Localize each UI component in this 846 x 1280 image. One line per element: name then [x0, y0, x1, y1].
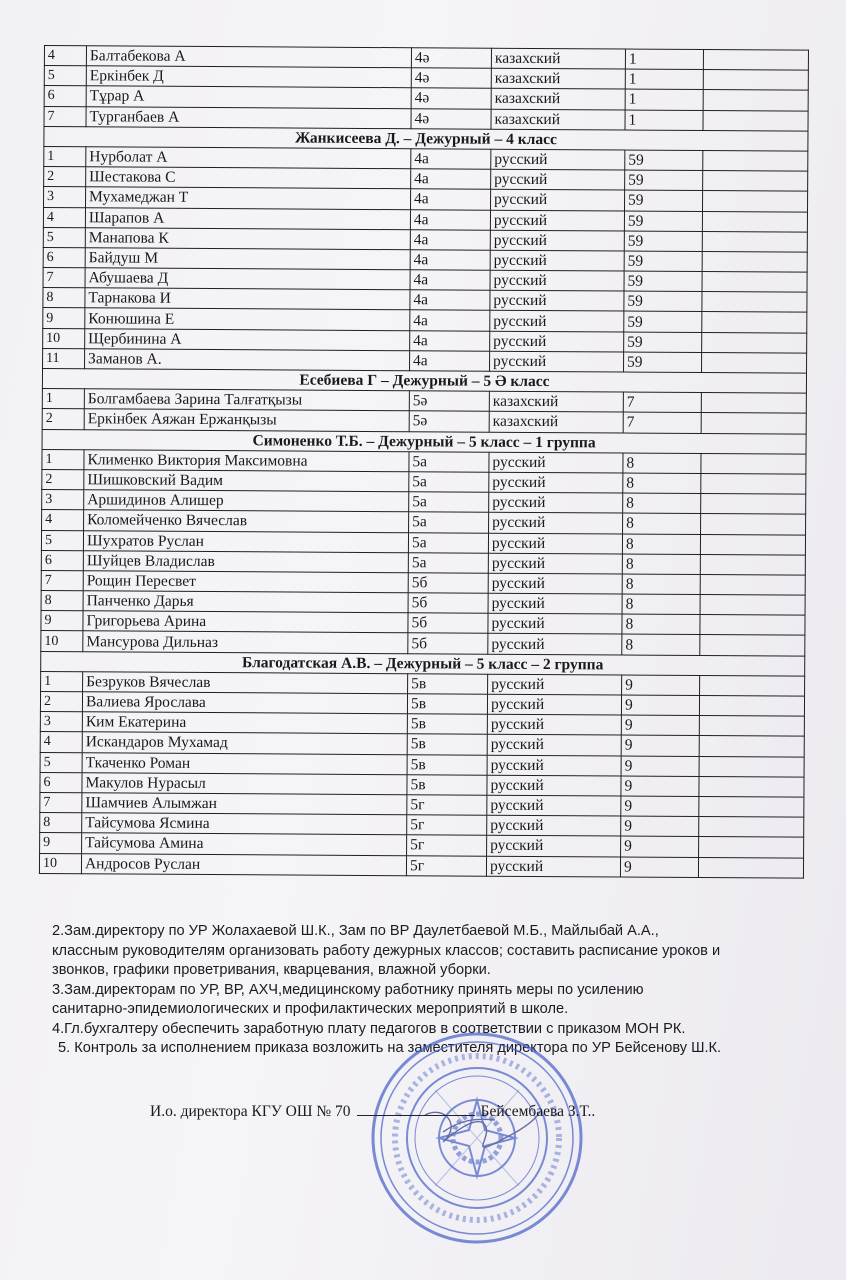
row-number: 11	[43, 348, 85, 368]
row-number: 9	[40, 833, 82, 853]
student-name: Шестакова С	[86, 167, 411, 189]
note-cell	[699, 736, 804, 757]
class-cell: 4а	[411, 149, 491, 170]
class-cell: 5а	[409, 492, 489, 513]
note-cell	[699, 756, 804, 777]
class-cell: 4а	[410, 330, 490, 351]
student-name: Балтабекова А	[86, 46, 411, 68]
class-cell: 5в	[407, 754, 487, 775]
signature-name: Бейсембаева З.Т..	[480, 1103, 596, 1120]
official-stamp	[365, 1020, 590, 1250]
student-name: Безруков Вячеслав	[83, 672, 408, 694]
row-number: 6	[44, 86, 86, 106]
row-number: 2	[44, 167, 86, 187]
row-number: 2	[40, 691, 82, 711]
language-cell: русский	[490, 230, 624, 251]
language-cell: русский	[487, 714, 621, 735]
row-number: 6	[40, 772, 82, 792]
room-cell: 9	[621, 695, 699, 716]
row-number: 4	[43, 207, 85, 227]
class-cell: 5ә	[409, 411, 489, 432]
language-cell: русский	[488, 634, 622, 655]
class-cell: 5а	[409, 472, 489, 493]
room-cell: 8	[623, 453, 701, 474]
row-number: 10	[41, 631, 83, 651]
note-cell	[701, 514, 806, 535]
language-cell: русский	[488, 553, 622, 574]
class-cell: 4а	[410, 209, 490, 230]
student-name: Рощин Пересвет	[83, 571, 408, 593]
room-cell: 9	[621, 836, 699, 857]
room-cell: 1	[625, 49, 703, 70]
note-cell	[700, 615, 805, 636]
room-cell: 8	[622, 614, 700, 635]
student-name: Ткаченко Роман	[82, 752, 407, 774]
note-cell	[703, 110, 808, 131]
note-cell	[700, 574, 805, 595]
note-cell	[699, 776, 804, 797]
note-cell	[702, 352, 807, 373]
room-cell: 9	[621, 756, 699, 777]
note-cell	[703, 171, 808, 192]
row-number: 8	[41, 591, 83, 611]
row-number: 3	[42, 490, 84, 510]
language-cell: русский	[487, 815, 621, 836]
room-cell: 1	[625, 89, 703, 110]
note-cell	[702, 292, 807, 313]
class-cell: 5в	[408, 674, 488, 695]
class-cell: 4ә	[411, 68, 491, 89]
class-cell: 4ә	[411, 48, 491, 69]
row-number: 10	[43, 328, 85, 348]
language-cell: русский	[491, 169, 625, 190]
class-cell: 5б	[408, 573, 488, 594]
language-cell: казахский	[491, 89, 625, 110]
class-cell: 5а	[409, 451, 489, 472]
language-cell: русский	[488, 593, 622, 614]
language-cell: русский	[486, 856, 620, 877]
note-cell	[699, 696, 804, 717]
paragraph-5-line-1: 5. Контроль за исполнением приказа возложить на заместителя директора по УР Бейсенову Ш.К.	[58, 1040, 722, 1056]
student-name: Мансурова Дильназ	[83, 631, 408, 653]
room-cell: 9	[621, 715, 699, 736]
language-cell: казахский	[489, 391, 623, 412]
paragraph-2-line-3: звонков, графики проветривания, кварцевания, влажной уборки.	[52, 962, 491, 978]
student-name: Турганбаев А	[86, 106, 411, 128]
signature-block	[150, 1103, 770, 1121]
row-number: 7	[40, 792, 82, 812]
note-cell	[700, 534, 805, 555]
row-number: 4	[42, 510, 84, 530]
paragraph-4-line-1: 4.Гл.бухгалтеру обеспечить заработную плату педагогов в соответствии с приказом МОН РК.	[52, 1020, 686, 1037]
student-name: Байдуш М	[85, 248, 410, 270]
room-cell: 7	[623, 412, 701, 433]
student-name: Щербинина А	[85, 328, 410, 350]
room-cell: 8	[622, 534, 700, 555]
language-cell: русский	[490, 290, 624, 311]
class-cell: 5г	[407, 835, 487, 856]
room-cell: 59	[625, 150, 703, 171]
class-cell: 5а	[409, 512, 489, 533]
class-cell: 4а	[410, 351, 490, 372]
row-number: 2	[42, 469, 84, 489]
student-name: Валиева Ярослава	[82, 692, 407, 714]
language-cell: русский	[487, 836, 621, 857]
signature-position: И.о. директора КГУ ОШ № 70	[150, 1103, 351, 1120]
class-cell: 4ә	[411, 88, 491, 109]
note-cell	[703, 90, 808, 111]
class-cell: 4а	[411, 169, 491, 190]
duty-table	[39, 45, 809, 878]
language-cell: русский	[489, 513, 623, 534]
class-cell: 5б	[408, 593, 488, 614]
student-name: Тұрар А	[86, 86, 411, 108]
room-cell: 59	[624, 291, 702, 312]
student-name: Искандаров Мухамад	[82, 732, 407, 754]
room-cell: 9	[621, 735, 699, 756]
language-cell: казахский	[491, 109, 625, 130]
room-cell: 59	[624, 311, 702, 332]
student-name: Андросов Руслан	[81, 853, 406, 875]
student-name: Шамчиев Алымжан	[82, 793, 407, 815]
student-name: Шухратов Руслан	[83, 530, 408, 552]
language-cell: русский	[488, 533, 622, 554]
student-name: Шуйцев Владислав	[83, 550, 408, 572]
class-cell: 5в	[407, 714, 487, 735]
note-cell	[699, 796, 804, 817]
class-cell: 4а	[410, 270, 490, 291]
class-cell: 4а	[410, 250, 490, 271]
row-number: 1	[41, 671, 83, 691]
room-cell: 9	[621, 776, 699, 797]
row-number: 4	[44, 46, 86, 66]
row-number: 1	[42, 449, 84, 469]
row-number: 1	[44, 146, 86, 166]
note-cell	[698, 857, 803, 878]
note-cell	[701, 473, 806, 494]
class-cell: 4а	[410, 290, 490, 311]
row-number: 1	[42, 389, 84, 409]
room-cell: 8	[623, 493, 701, 514]
language-cell: русский	[490, 351, 624, 372]
note-cell	[702, 211, 807, 232]
room-cell: 59	[624, 332, 702, 353]
language-cell: русский	[487, 775, 621, 796]
class-cell: 4а	[410, 310, 490, 331]
paragraph-2-line-2: классным руководителям организовать работу дежурных классов; составить расписание уроков и	[52, 942, 721, 959]
class-cell: 5в	[407, 774, 487, 795]
room-cell: 9	[621, 816, 699, 837]
table-row	[39, 853, 803, 878]
language-cell: русский	[489, 452, 623, 473]
language-cell: русский	[491, 149, 625, 170]
paragraph-3-line-2: санитарно-эпидемиологических и профилактических мероприятий в школе.	[52, 1001, 569, 1017]
class-cell: 5а	[408, 552, 488, 573]
student-name: Болгамбаева Зарина Талғатқызы	[84, 389, 409, 411]
row-number: 9	[43, 308, 85, 328]
room-cell: 8	[623, 513, 701, 534]
row-number: 7	[41, 570, 83, 590]
language-cell: русский	[490, 210, 624, 231]
student-name: Нурболат А	[86, 147, 411, 169]
row-number: 6	[43, 247, 85, 267]
student-name: Григорьева Арина	[83, 611, 408, 633]
paragraph-2-line-1: 2.Зам.директору по УР Жолахаевой Ш.К., Зам по ВР Даулетбаевой М.Б., Майлыбай А.А.,	[52, 923, 659, 939]
class-cell: 5а	[408, 532, 488, 553]
row-number: 5	[44, 66, 86, 86]
room-cell: 59	[624, 352, 702, 373]
note-cell	[701, 413, 806, 434]
class-cell: 4а	[411, 189, 491, 210]
student-name: Клименко Виктория Максимовна	[84, 450, 409, 472]
class-cell: 5г	[407, 795, 487, 816]
student-name: Еркінбек Д	[86, 66, 411, 88]
class-cell: 5б	[408, 613, 488, 634]
class-cell: 5ә	[409, 391, 489, 412]
room-cell: 59	[624, 271, 702, 292]
room-cell: 8	[622, 574, 700, 595]
room-cell: 7	[623, 392, 701, 413]
class-cell: 5в	[407, 694, 487, 715]
paragraph-3-line-1: 3.Зам.директорам по УР, ВР, АХЧ,медицинскому работнику принять меры по усилению	[52, 981, 644, 998]
room-cell: 59	[624, 231, 702, 252]
section-title: Благодатская А.В. – Дежурный – 5 класс – 2 группа	[41, 651, 805, 676]
student-name: Аршидинов Алишер	[84, 490, 409, 512]
student-name: Заманов А.	[85, 349, 410, 371]
class-cell: 5в	[407, 734, 487, 755]
note-cell	[702, 231, 807, 252]
signature-line	[357, 1115, 475, 1116]
student-name: Шарапов А	[85, 207, 410, 229]
row-number: 7	[43, 268, 85, 288]
room-cell: 1	[625, 110, 703, 131]
note-cell	[700, 595, 805, 616]
language-cell: русский	[489, 472, 623, 493]
room-cell: 8	[623, 473, 701, 494]
row-number: 5	[40, 752, 82, 772]
student-name: Шишковский Вадим	[84, 470, 409, 492]
room-cell: 59	[624, 211, 702, 232]
row-number: 3	[40, 712, 82, 732]
language-cell: русский	[490, 250, 624, 271]
language-cell: русский	[490, 270, 624, 291]
note-cell	[702, 251, 807, 272]
student-name: Еркінбек Аяжан Ержанқызы	[84, 409, 409, 431]
row-number: 8	[43, 288, 85, 308]
class-cell: 5б	[408, 633, 488, 654]
class-cell: 4а	[410, 229, 490, 250]
row-number: 7	[44, 106, 86, 126]
note-cell	[700, 675, 805, 696]
note-cell	[699, 837, 804, 858]
note-cell	[703, 150, 808, 171]
note-cell	[701, 453, 806, 474]
row-number: 9	[41, 611, 83, 631]
note-cell	[700, 635, 805, 656]
row-number: 3	[44, 187, 86, 207]
note-cell	[701, 393, 806, 414]
note-cell	[702, 191, 807, 212]
section-title: Симоненко Т.Б. – Дежурный – 5 класс – 1 группа	[42, 429, 806, 454]
note-cell	[702, 332, 807, 353]
row-number: 2	[42, 409, 84, 429]
language-cell: русский	[489, 492, 623, 513]
language-cell: русский	[487, 755, 621, 776]
language-cell: казахский	[489, 412, 623, 433]
language-cell: русский	[487, 735, 621, 756]
language-cell: казахский	[491, 68, 625, 89]
room-cell: 1	[625, 69, 703, 90]
language-cell: русский	[490, 311, 624, 332]
note-cell	[700, 554, 805, 575]
room-cell: 8	[622, 594, 700, 615]
row-number: 6	[41, 550, 83, 570]
room-cell: 59	[624, 190, 702, 211]
class-cell: 5г	[407, 815, 487, 836]
student-name: Конюшина Е	[85, 308, 410, 330]
note-cell	[702, 312, 807, 333]
language-cell: русский	[487, 795, 621, 816]
student-name: Тайсумова Ясмина	[82, 813, 407, 835]
language-cell: русский	[488, 674, 622, 695]
student-name: Тайсумова Амина	[82, 833, 407, 855]
section-title: Есебиева Г – Дежурный – 5 Ә класс	[42, 368, 806, 393]
row-number: 5	[41, 530, 83, 550]
class-cell: 5г	[406, 855, 486, 876]
note-cell	[703, 70, 808, 91]
note-cell	[699, 716, 804, 737]
room-cell: 9	[621, 796, 699, 817]
room-cell: 9	[620, 857, 698, 878]
room-cell: 9	[622, 675, 700, 696]
room-cell: 8	[622, 634, 700, 655]
student-name: Мухамеджан Т	[86, 187, 411, 209]
language-cell: русский	[490, 331, 624, 352]
room-cell: 59	[625, 170, 703, 191]
room-cell: 59	[624, 251, 702, 272]
student-name: Коломейченко Вячеслав	[84, 510, 409, 532]
note-cell	[703, 50, 808, 71]
row-number: 8	[40, 813, 82, 833]
student-name: Панченко Дарья	[83, 591, 408, 613]
class-cell: 4ә	[411, 108, 491, 129]
student-name: Абушаева Д	[85, 268, 410, 290]
language-cell: казахский	[491, 48, 625, 69]
student-name: Тарнакова И	[85, 288, 410, 310]
duty-table-body	[39, 46, 808, 878]
note-cell	[701, 494, 806, 515]
note-cell	[702, 272, 807, 293]
student-name: Макулов Нурасыл	[82, 772, 407, 794]
row-number: 4	[40, 732, 82, 752]
language-cell: русский	[488, 613, 622, 634]
row-number: 10	[39, 853, 81, 873]
language-cell: русский	[491, 190, 625, 211]
row-number: 5	[43, 227, 85, 247]
language-cell: русский	[488, 573, 622, 594]
room-cell: 8	[622, 554, 700, 575]
student-name: Манапова К	[85, 227, 410, 249]
language-cell: русский	[487, 694, 621, 715]
section-title: Жанкисеева Д. – Дежурный – 4 класс	[44, 126, 808, 151]
note-cell	[699, 817, 804, 838]
student-name: Ким Екатерина	[82, 712, 407, 734]
